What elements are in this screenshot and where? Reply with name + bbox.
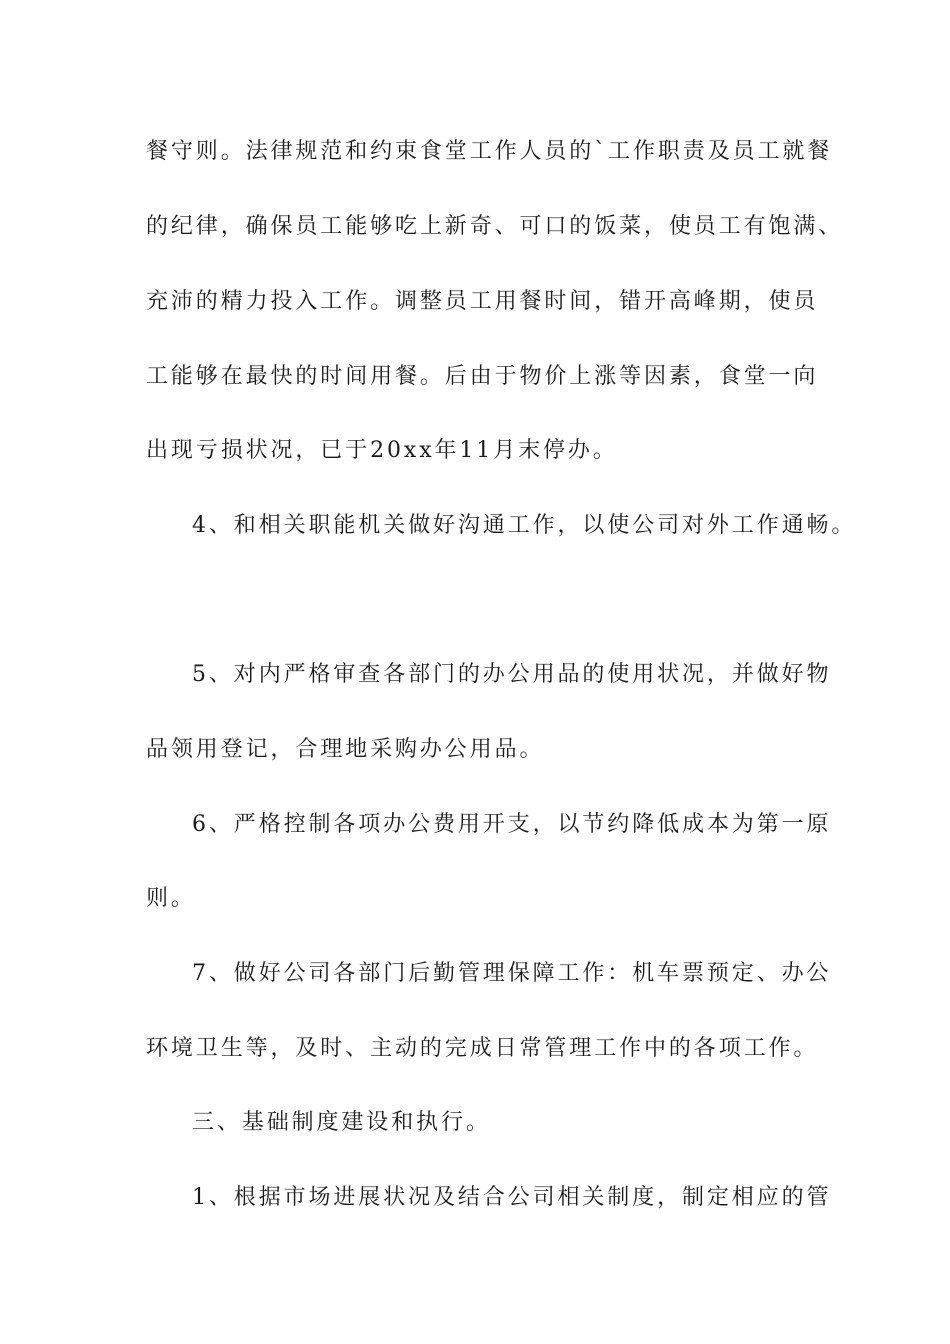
text-line: 出现亏损状况，已于20xx年11月末停办。 <box>146 438 618 463</box>
text-line: 品领用登记，合理地采购办公用品。 <box>146 737 545 762</box>
section-heading: 三、基础制度建设和执行。 <box>192 1110 491 1135</box>
text-line: 则。 <box>146 886 196 911</box>
text-line: 工能够在最快的时间用餐。后由于物价上涨等因素，食堂一向 <box>146 364 819 389</box>
text-line: 的纪律，确保员工能够吃上新奇、可口的饭菜，使员工有饱满、 <box>146 214 844 239</box>
paragraph-5: 5、对内严格审查各部门的办公用品的使用状况，并做好物 <box>192 662 832 687</box>
paragraph-4: 4、和相关职能机关做好沟通工作，以使公司对外工作通畅。 <box>192 513 857 538</box>
text-line: 环境卫生等，及时、主动的完成日常管理工作中的各项工作。 <box>146 1036 819 1061</box>
text-line: 餐守则。法律规范和约束食堂工作人员的`工作职责及员工就餐 <box>146 139 833 164</box>
text-line: 充沛的精力投入工作。调整员工用餐时间，错开高峰期，使员 <box>146 289 819 314</box>
paragraph-6: 6、严格控制各项办公费用开支，以节约降低成本为第一原 <box>192 812 832 837</box>
paragraph-1: 1、根据市场进展状况及结合公司相关制度，制定相应的管 <box>192 1185 832 1210</box>
paragraph-7: 7、做好公司各部门后勤管理保障工作：机车票预定、办公 <box>192 961 832 986</box>
